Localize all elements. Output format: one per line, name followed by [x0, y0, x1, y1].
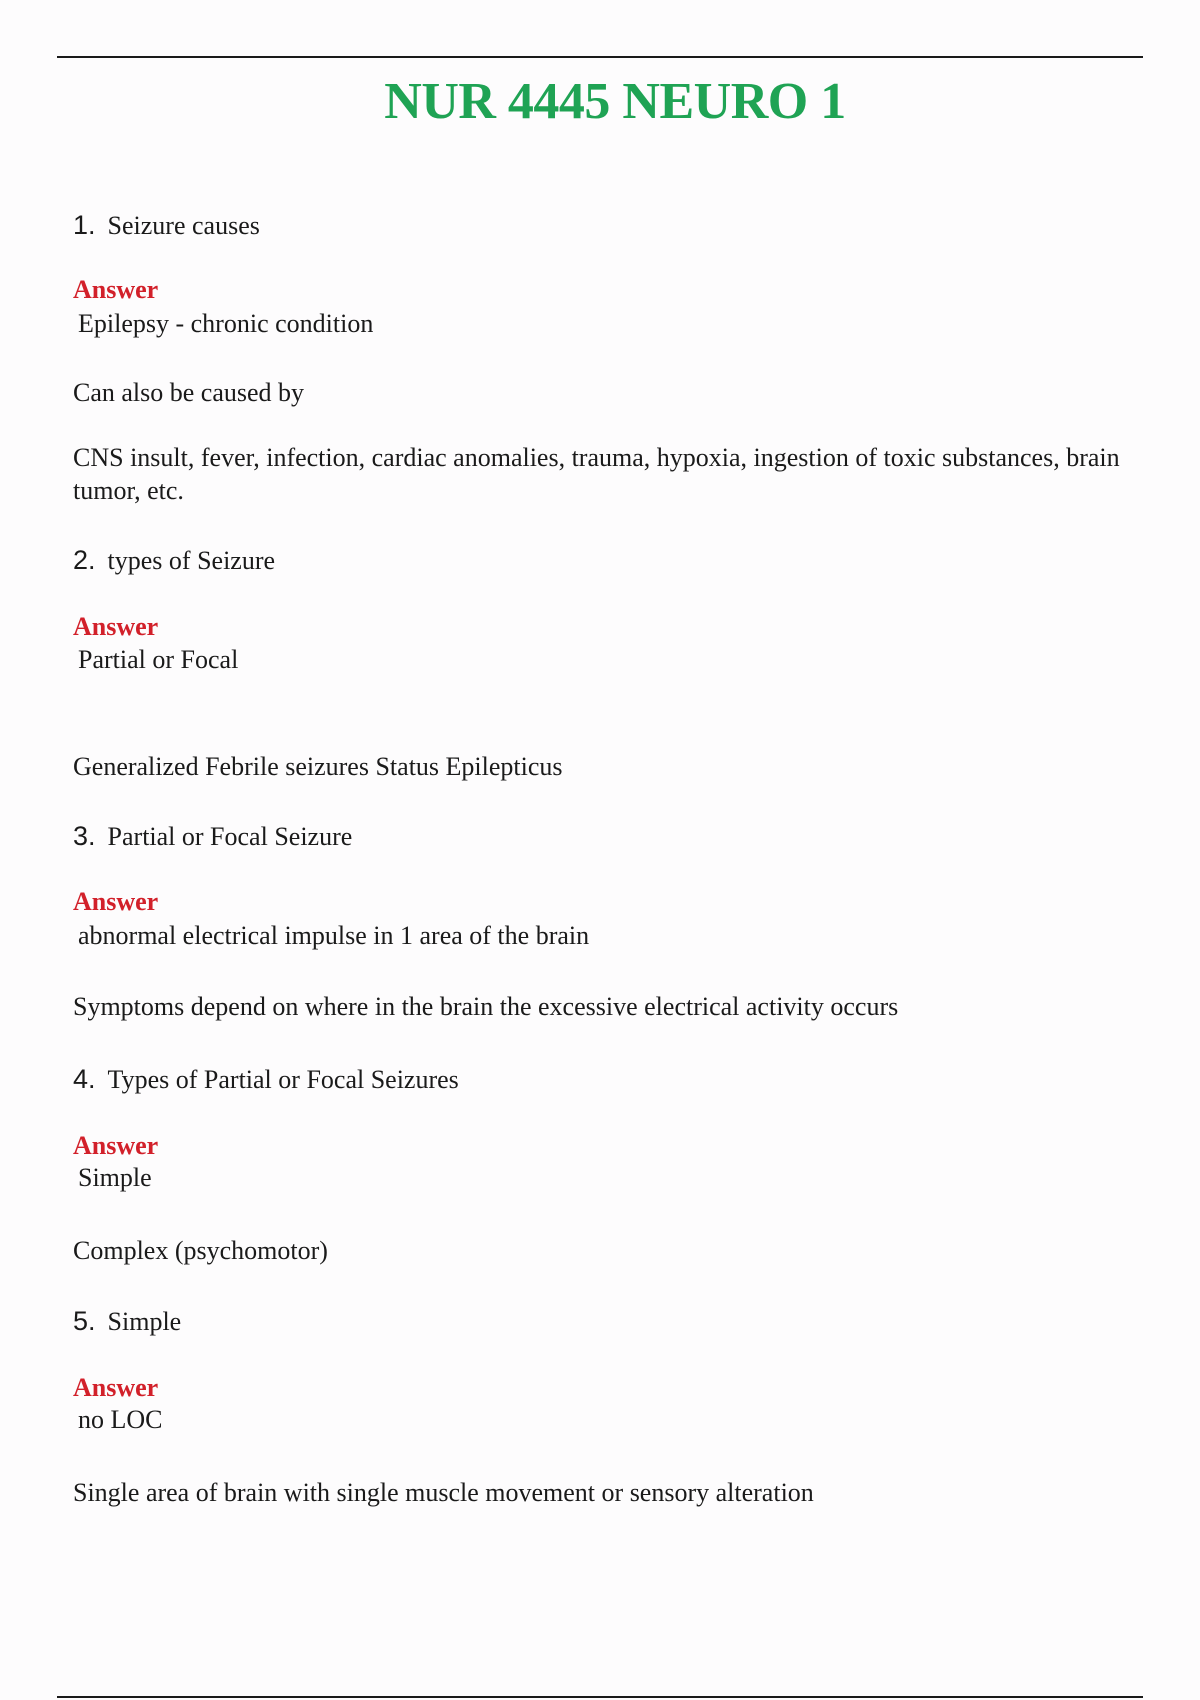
answer-first-1: Epilepsy - chronic condition	[78, 309, 374, 338]
question-text: Partial or Focal Seizure	[107, 822, 353, 851]
answer-paragraph: Complex (psychomotor)	[73, 1236, 328, 1265]
answer-paragraph: Symptoms depend on where in the brain the excessive electrical activity occurs	[73, 992, 899, 1021]
question-text: Types of Partial or Focal Seizures	[107, 1065, 459, 1094]
answer-paragraph: Generalized Febrile seizures Status Epilepticus	[73, 752, 563, 781]
document-title: NUR 4445 NEURO 1	[384, 73, 846, 130]
question-number: 2.	[73, 545, 96, 575]
answer-label-2: Answer	[73, 612, 159, 641]
answer-label-4: Answer	[73, 1131, 159, 1160]
answer-first-4: Simple	[78, 1163, 152, 1192]
question-number: 1.	[73, 210, 96, 240]
question-4	[73, 1064, 459, 1095]
question-5	[73, 1306, 181, 1337]
answer-first-3: abnormal electrical impulse in 1 area of the brain	[78, 921, 590, 950]
answer-first-5: no LOC	[78, 1405, 163, 1434]
answer-label-1: Answer	[73, 275, 159, 304]
top-rule	[57, 56, 1143, 58]
bottom-rule	[57, 1696, 1143, 1698]
answer-label-3: Answer	[73, 887, 159, 916]
answer-label-5: Answer	[73, 1373, 159, 1402]
question-text: Seizure causes	[107, 211, 260, 240]
question-number: 3.	[73, 821, 96, 851]
answer-first-2: Partial or Focal	[78, 645, 239, 674]
question-2	[73, 545, 275, 576]
question-number: 4.	[73, 1064, 96, 1094]
answer-paragraph: Single area of brain with single muscle movement or sensory alteration	[73, 1478, 814, 1507]
question-text: types of Seizure	[107, 546, 276, 575]
question-3	[73, 821, 352, 852]
question-number: 5.	[73, 1306, 96, 1336]
question-text: Simple	[107, 1307, 182, 1336]
answer-paragraph: CNS insult, fever, infection, cardiac anomalies, trauma, hypoxia, ingestion of toxic substances, brain tumor, etc.	[73, 443, 1120, 505]
question-1	[73, 210, 260, 241]
answer-paragraph: Can also be caused by	[73, 378, 305, 407]
